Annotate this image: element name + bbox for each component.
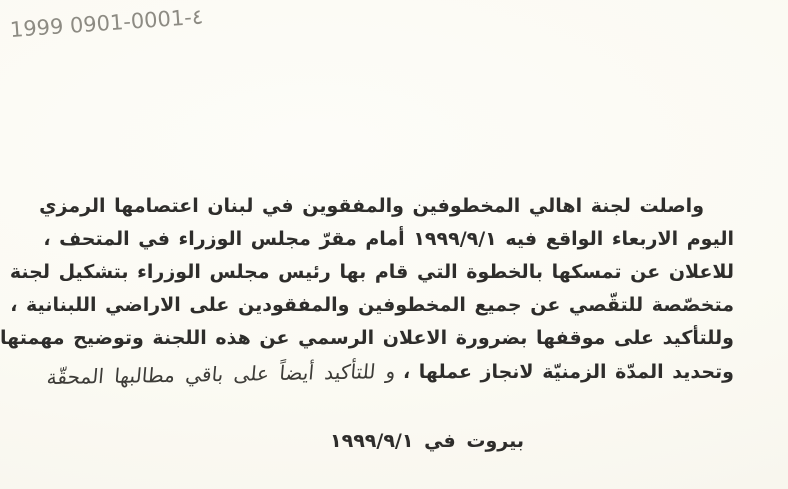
dateline: بيروت في ١٩٩٩/٩/١ xyxy=(330,430,524,452)
handwritten-pen-addition: و للتأكيد أيضاً على باقي مطالبها المحقّة xyxy=(46,359,397,390)
pencil-reference-note: 1999 0901-0001-٤ xyxy=(9,4,204,42)
paragraph-line-3: للاعلان عن تمسكها بالخطوة التي قام بها رئيس مجلس الوزراء بتشكيل لجنة xyxy=(9,261,734,283)
paragraph-line-2: اليوم الاربعاء الواقع فيه ١٩٩٩/٩/١ أمام مقرّ مجلس الوزراء في المتحف ، xyxy=(43,228,734,250)
paragraph-line-6-typed: وتحديد المدّة الزمنيّة لانجاز عملها ، xyxy=(402,361,734,383)
paragraph-line-6 xyxy=(48,355,734,389)
paragraph-line-4: متخصّصة للتقّصي عن جميع المخطوفين والمفقودين على الاراضي اللبنانية ، xyxy=(10,294,734,316)
paragraph-line-5: وللتأكيد على موقفها بضرورة الاعلان الرسمي عن هذه اللجنة وتوضيح مهمتها xyxy=(0,327,734,349)
paragraph-line-1: واصلت لجنة اهالي المخطوفين والمفقوين في لبنان اعتصامها الرمزي xyxy=(39,195,704,217)
statement-paragraph xyxy=(0,190,734,390)
